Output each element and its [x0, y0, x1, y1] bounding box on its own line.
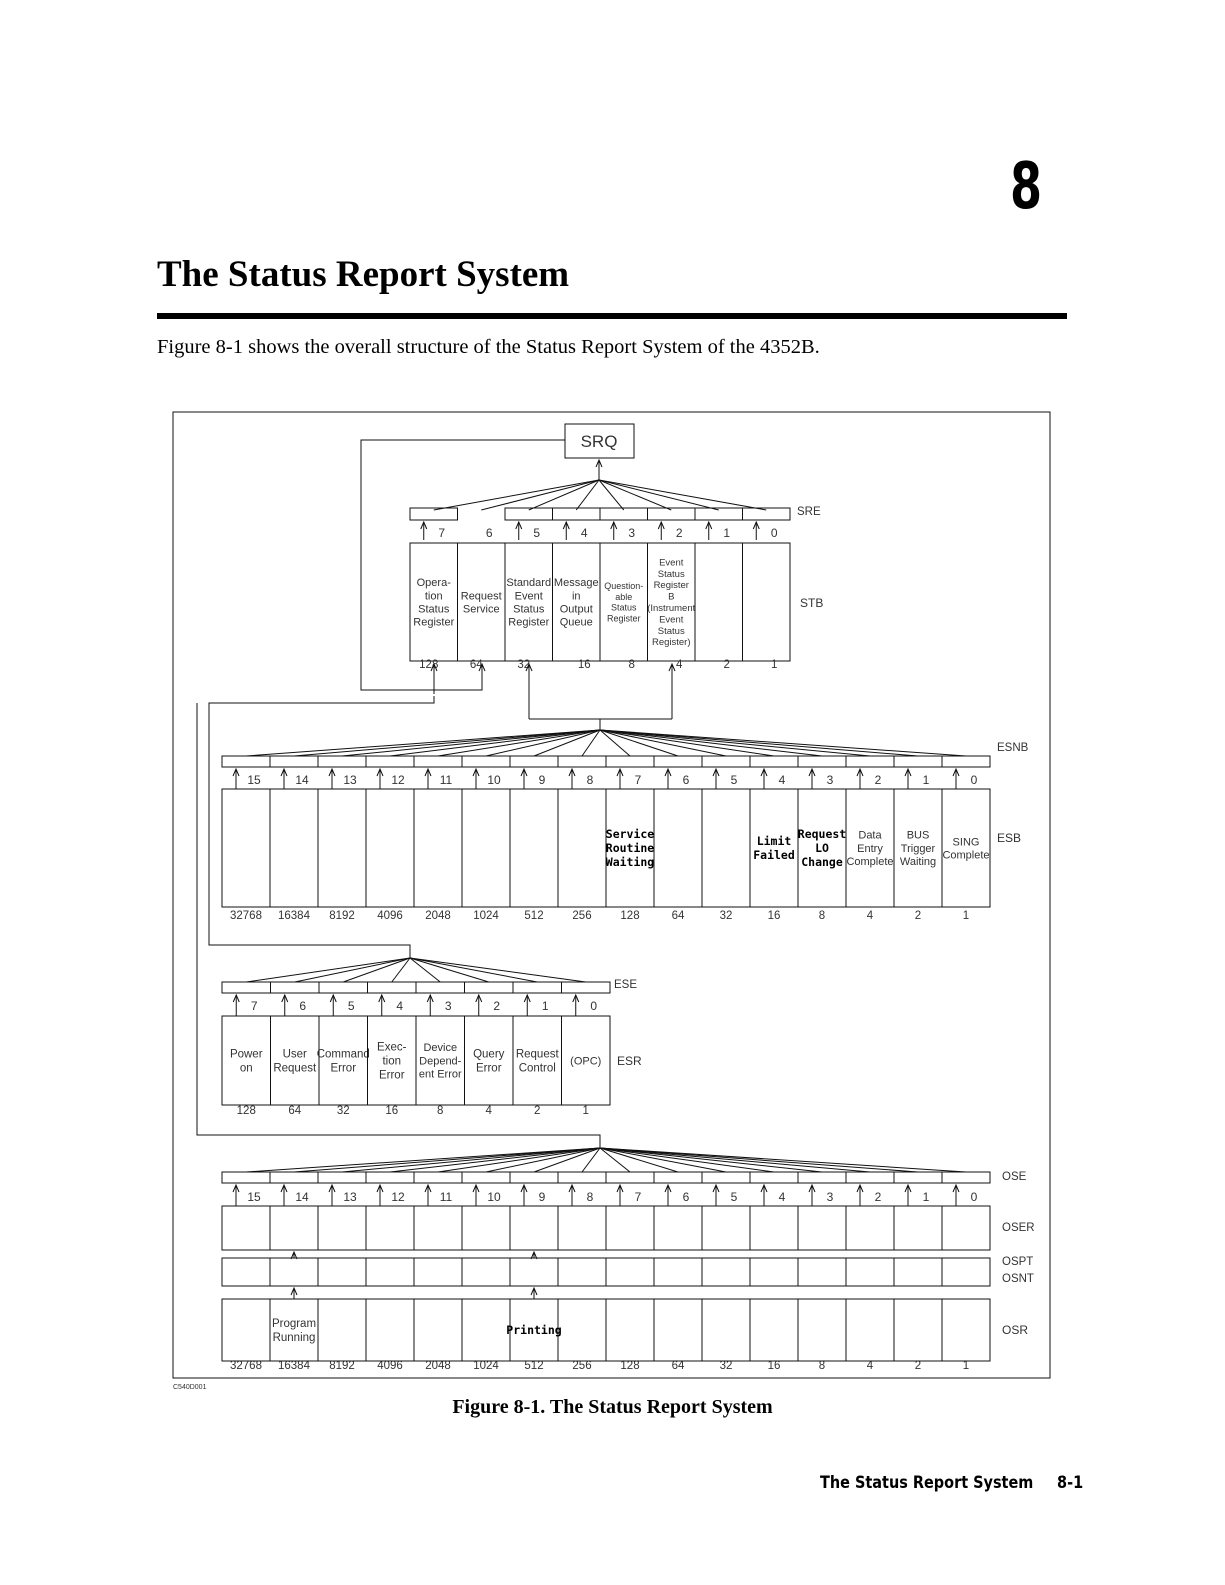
osr-bit-number: 1	[922, 1190, 930, 1204]
osr-fan-line	[438, 1148, 600, 1172]
osr-cell	[366, 1206, 414, 1250]
osr-bit-number: 5	[730, 1190, 738, 1204]
esr-cell-text: ent Error	[418, 1068, 462, 1081]
stb-bit-weight: 1	[771, 659, 778, 671]
esb-cell-text: Failed	[753, 847, 795, 862]
esr-cell-text: Error	[330, 1062, 357, 1075]
esr-cell-text: Error	[378, 1069, 405, 1082]
esr-bit-weight: 8	[437, 1105, 444, 1117]
esb-bit-weight: 4096	[377, 910, 403, 922]
page-footer	[820, 1473, 1083, 1493]
esr-bit-weight: 16	[385, 1105, 399, 1117]
osr-enable-bit	[462, 1172, 510, 1183]
esb-bit-number: 6	[682, 773, 690, 787]
stb-cell-text: Status	[657, 625, 685, 637]
esr-bit-number: 7	[250, 999, 258, 1013]
osr-enable-bit	[414, 1172, 462, 1183]
esb-bit-weight: 32768	[230, 910, 262, 922]
stb-cell-text: B	[668, 591, 675, 603]
esr-enable-bit	[368, 982, 417, 993]
esb-cell	[654, 789, 702, 907]
stb-bit-number: 1	[723, 526, 731, 540]
osr-cell	[702, 1206, 750, 1250]
esb-fan-line	[600, 730, 966, 756]
osr-enable-bit	[366, 1172, 414, 1183]
esb-cell	[558, 789, 606, 907]
osr-bit-weight: 32768	[230, 1360, 262, 1372]
esb-cell	[510, 789, 558, 907]
osr-enable-bit	[606, 1172, 654, 1183]
stb-bit-number: 7	[438, 526, 446, 540]
esb-bit-number: 3	[826, 773, 834, 787]
esr-bit-weight: 64	[288, 1105, 302, 1117]
osnt-label: OSNT	[1002, 1273, 1034, 1285]
esb-enable-bit	[846, 756, 894, 767]
esr-enable-bit	[271, 982, 320, 993]
stb-cell-text: Queue	[559, 616, 593, 629]
stb-cell-text: Register	[508, 616, 550, 629]
stb-cell-text: Status	[610, 602, 637, 613]
esb-cell	[366, 789, 414, 907]
osr-bit-number: 2	[874, 1190, 882, 1204]
esr-cell-text: Command	[316, 1048, 370, 1061]
osr-bit-weight: 4	[866, 1360, 874, 1372]
osr-enable-bit	[558, 1172, 606, 1183]
osr-enable-bit	[894, 1172, 942, 1183]
esr-enable-bit	[222, 982, 271, 993]
osr-bit-weight: 1024	[473, 1360, 499, 1372]
esb-enable-bit	[654, 756, 702, 767]
stb-bit-weight: 128	[419, 659, 439, 671]
chapter-number: 8	[1010, 150, 1043, 224]
esb-bit-weight: 2048	[425, 910, 451, 922]
esr-bit-weight: 1	[582, 1105, 589, 1117]
osr-cell	[654, 1206, 702, 1250]
esb-bit-number: 5	[730, 773, 738, 787]
esr-cell-text: (OPC)	[570, 1055, 602, 1068]
osr-bit-weight: 128	[620, 1360, 640, 1372]
page-title: The Status Report System	[157, 254, 570, 295]
osr-bit-number: 7	[634, 1190, 642, 1204]
stb-cell-text: Standard	[506, 577, 552, 590]
esr-bit-number: 0	[590, 999, 598, 1013]
osr-bit-weight: 64	[671, 1360, 685, 1372]
osr-bit-number: 11	[439, 1190, 453, 1204]
osr-cell	[750, 1206, 798, 1250]
esb-bit-weight: 1024	[473, 910, 499, 922]
figure-frame	[173, 412, 1050, 1378]
esb-bit-weight: 2	[914, 910, 922, 922]
osr-bit-weight: 2048	[425, 1360, 451, 1372]
osr-bit-number: 12	[391, 1190, 405, 1204]
figure-code: C540D001	[173, 1384, 207, 1391]
esb-bit-number: 13	[343, 773, 357, 787]
esr-enable-bit	[416, 982, 465, 993]
osr-bit-number: 3	[826, 1190, 834, 1204]
esr-cell-text: Exec-	[377, 1041, 407, 1054]
stb-cell-text: Status	[513, 603, 545, 616]
srq-label: SRQ	[580, 432, 618, 451]
esr-enable-bit	[513, 982, 562, 993]
esb-enable-bit	[798, 756, 846, 767]
osr-bit-number: 4	[778, 1190, 786, 1204]
stb-cell-text: Question-	[604, 580, 644, 591]
osr-enable-bit	[942, 1172, 990, 1183]
stb-bit-number: 3	[628, 526, 636, 540]
osr-bit-number: 9	[538, 1190, 546, 1204]
esb-cell	[270, 789, 318, 907]
osr-bit-number: 10	[487, 1190, 501, 1204]
footer-title: The Status Report System	[820, 1473, 1034, 1493]
stb-cell-text: Event	[659, 614, 684, 626]
stb-cell-text: tion	[424, 590, 443, 603]
osr-cell	[558, 1206, 606, 1250]
esb-bit-weight: 16384	[278, 910, 310, 922]
stb-cell-text: Request	[460, 590, 502, 603]
osr-enable-bit	[750, 1172, 798, 1183]
osr-bit-weight: 8	[818, 1360, 826, 1372]
esb-bit-number: 7	[634, 773, 642, 787]
esb-bit-number: 0	[970, 773, 978, 787]
esb-cell-text: Routine	[605, 841, 655, 856]
esb-bit-number: 2	[874, 773, 882, 787]
osr-cell	[222, 1206, 270, 1250]
sre-label: SRE	[797, 506, 821, 518]
osr-cell-text: Printing	[506, 1323, 562, 1338]
esb-cell-text: Entry	[857, 842, 883, 855]
footer-page-number: 8-1	[1057, 1473, 1084, 1493]
esb-bit-weight: 32	[719, 910, 733, 922]
stb-cell-text: Register	[653, 580, 689, 592]
esnb-label: ESNB	[997, 742, 1029, 754]
esb-bit-weight: 256	[572, 910, 592, 922]
esr-cell-text: Power	[229, 1048, 263, 1061]
esb-fan-line	[294, 730, 600, 756]
osr-bit-weight: 512	[524, 1360, 544, 1372]
esr-enable-bit	[562, 982, 611, 993]
esb-cell-text: Waiting	[605, 854, 655, 869]
stb-cell-text: Opera-	[416, 577, 451, 590]
esb-bit-weight: 4	[866, 910, 874, 922]
esb-cell-text: Limit	[756, 834, 792, 849]
esb-cell-text: Complete	[846, 856, 894, 869]
stb-bit-number: 2	[675, 526, 683, 540]
esr-bit-weight: 32	[336, 1105, 350, 1117]
stb-cell-text: Status	[418, 603, 450, 616]
sre-fan-line	[599, 480, 719, 510]
esb-enable-bit	[894, 756, 942, 767]
stb-cell	[695, 543, 743, 661]
esb-bit-number: 12	[391, 773, 405, 787]
stb-bit-weight: 4	[676, 659, 683, 671]
esr-cell-text: Request	[273, 1062, 317, 1075]
esb-cell-text: Complete	[942, 849, 990, 862]
esr-cell-text: Depend-	[419, 1055, 462, 1068]
osr-cell	[798, 1206, 846, 1250]
ese-label: ESE	[614, 979, 638, 991]
stb-cell-text: Service	[462, 603, 500, 616]
osr-bit-weight: 16	[767, 1360, 781, 1372]
esb-cell-text: Service	[605, 827, 655, 842]
osr-enable-bit	[654, 1172, 702, 1183]
osr-enable-bit	[222, 1172, 270, 1183]
esb-cell-text: Waiting	[899, 856, 937, 869]
osr-label: OSR	[1002, 1323, 1029, 1337]
osr-bit-number: 15	[247, 1190, 261, 1204]
esb-enable-bit	[942, 756, 990, 767]
esr-cell-text: Query	[473, 1048, 505, 1061]
osr-enable-bit	[702, 1172, 750, 1183]
esr-cell-text: Control	[518, 1062, 556, 1075]
esb-bit-weight: 8	[818, 910, 826, 922]
esb-fan-line	[342, 730, 600, 756]
osr-bit-weight: 256	[572, 1360, 592, 1372]
esr-bit-number: 5	[347, 999, 355, 1013]
sre-fan-line	[599, 480, 766, 510]
esr-bit-number: 4	[396, 999, 404, 1013]
osr-bit-number: 13	[343, 1190, 357, 1204]
stb-bit-number: 5	[533, 526, 541, 540]
esb-cell-text: Trigger	[900, 842, 936, 855]
osr-cell	[846, 1206, 894, 1250]
stb-cell-text: able	[615, 591, 633, 602]
esb-cell	[414, 789, 462, 907]
ese-feed-path	[209, 945, 410, 958]
osr-enable-bit	[318, 1172, 366, 1183]
esb-bit-weight: 1	[962, 910, 970, 922]
osr-bit-number: 14	[295, 1190, 309, 1204]
esb-enable-bit	[318, 756, 366, 767]
esb-bit-number: 8	[586, 773, 594, 787]
esr-bit-number: 1	[541, 999, 549, 1013]
esr-cell-text: Error	[475, 1062, 502, 1075]
esb-label: ESB	[997, 831, 1022, 845]
stb-cell-text: Register)	[651, 637, 691, 649]
osr-cell	[462, 1206, 510, 1250]
osr-fan-line	[294, 1148, 600, 1172]
esb-bit-weight: 8192	[329, 910, 355, 922]
stb-cell-text: Message	[553, 577, 599, 590]
esb-enable-bit	[558, 756, 606, 767]
esb-bit-weight: 64	[671, 910, 685, 922]
ose-label: OSE	[1002, 1171, 1027, 1183]
osr-fan-line	[600, 1148, 966, 1172]
stb-cell-text: (Instrument	[647, 603, 696, 615]
esb-bit-number: 1	[922, 773, 930, 787]
osr-bit-number: 6	[682, 1190, 690, 1204]
stb-bit-weight: 8	[628, 659, 635, 671]
esb-bit-number: 10	[487, 773, 501, 787]
stb-label: STB	[800, 596, 824, 610]
esb-cell	[462, 789, 510, 907]
osr-bit-weight: 8192	[329, 1360, 355, 1372]
esb-cell-text: SING	[952, 836, 980, 849]
osr-cell-text: Program	[271, 1318, 317, 1331]
esb-cell	[318, 789, 366, 907]
esr-label: ESR	[617, 1054, 642, 1068]
osr-cell	[894, 1206, 942, 1250]
osr-cell	[414, 1206, 462, 1250]
esb-enable-bit	[462, 756, 510, 767]
esb-enable-bit	[414, 756, 462, 767]
esb-cell-text: LO	[815, 841, 829, 856]
esb-cell	[702, 789, 750, 907]
esb-cell-text: BUS	[906, 829, 930, 842]
stb-bit-number: 6	[485, 526, 493, 540]
osr-enable-bit	[510, 1172, 558, 1183]
stb-cell-text: Event	[514, 590, 543, 603]
osr-fan-line	[342, 1148, 600, 1172]
osr-bit-weight: 32	[719, 1360, 733, 1372]
osr-cell-text: Running	[272, 1331, 316, 1344]
esb-bit-number: 15	[247, 773, 261, 787]
esb-bit-weight: 16	[767, 910, 781, 922]
esb-summary-join	[600, 719, 672, 730]
stb-cell-text: Register	[606, 613, 641, 624]
esr-bit-weight: 4	[485, 1105, 492, 1117]
esb-bit-weight: 128	[620, 910, 640, 922]
stb-bit-weight: 2	[723, 659, 730, 671]
esb-enable-bit	[606, 756, 654, 767]
osr-bit-number: 8	[586, 1190, 594, 1204]
osr-enable-bit	[798, 1172, 846, 1183]
osr-bit-number: 0	[970, 1190, 978, 1204]
stb-bit-number: 0	[770, 526, 778, 540]
esb-bit-number: 11	[439, 773, 453, 787]
esr-cell-text: tion	[382, 1055, 402, 1068]
esr-enable-bit	[319, 982, 368, 993]
oser-label: OSER	[1002, 1222, 1035, 1234]
esr-fan-line	[410, 958, 489, 982]
esb-enable-bit	[222, 756, 270, 767]
esr-bit-number: 3	[444, 999, 452, 1013]
esb-cell	[222, 789, 270, 907]
esb-bit-weight: 512	[524, 910, 544, 922]
esb-cell-text: Change	[801, 854, 843, 869]
esb-cell-text: Request	[797, 827, 847, 842]
osr-cell	[942, 1206, 990, 1250]
esb-bit-number: 14	[295, 773, 309, 787]
osr-bit-weight: 16384	[278, 1360, 310, 1372]
osr-cell	[510, 1206, 558, 1250]
osr-enable-bit	[846, 1172, 894, 1183]
esb-enable-bit	[366, 756, 414, 767]
stb-cell-text: Status	[657, 568, 685, 580]
esb-fan-line	[438, 730, 600, 756]
esb-bit-number: 9	[538, 773, 546, 787]
esb-fan-line	[600, 730, 918, 756]
osr-cell	[318, 1206, 366, 1250]
stb-bit-weight: 16	[577, 659, 591, 671]
esr-enable-bit	[465, 982, 514, 993]
stb-cell-text: Output	[559, 603, 593, 616]
esb-enable-bit	[750, 756, 798, 767]
esr-bit-weight: 2	[534, 1105, 541, 1117]
stb-bit-weight: 32	[517, 659, 531, 671]
stb-bit-number: 4	[580, 526, 588, 540]
esr-bit-number: 2	[493, 999, 501, 1013]
osr-cell	[270, 1206, 318, 1250]
osr-bit-weight: 4096	[377, 1360, 403, 1372]
osr-bit-weight: 2	[914, 1360, 922, 1372]
esr-fan-line	[410, 958, 537, 982]
esr-fan-line	[246, 958, 410, 982]
esr-bit-weight: 128	[236, 1105, 256, 1117]
stb-bit-weight: 64	[469, 659, 483, 671]
esb-enable-bit	[510, 756, 558, 767]
stb-cell	[743, 543, 791, 661]
stb-cell-text: Register	[413, 616, 455, 629]
esr-cell-text: on	[239, 1062, 253, 1075]
esb-bit-number: 4	[778, 773, 786, 787]
figure-caption: Figure 8-1. The Status Report System	[452, 1396, 773, 1418]
stb-cell-text: in	[571, 590, 581, 603]
intro-paragraph: Figure 8-1 shows the overall structure of the Status Report System of the 4352B.	[157, 336, 820, 358]
rqs-path	[361, 440, 565, 690]
osr-enable-bit	[270, 1172, 318, 1183]
esr-bit-number: 6	[299, 999, 307, 1013]
esr-cell-text: Request	[515, 1048, 559, 1061]
esr-cell-text: User	[282, 1048, 307, 1061]
ospt-label: OSPT	[1002, 1256, 1034, 1268]
esb-cell-text: Data	[858, 829, 882, 842]
osr-bit-weight: 1	[962, 1360, 970, 1372]
sre-fan-line	[434, 480, 599, 510]
esr-cell-text: Device	[423, 1042, 458, 1055]
stb-cell-text: Event	[659, 557, 684, 569]
sre-fan-line	[599, 480, 624, 510]
esb-enable-bit	[702, 756, 750, 767]
esb-enable-bit	[270, 756, 318, 767]
osr-cell	[606, 1206, 654, 1250]
